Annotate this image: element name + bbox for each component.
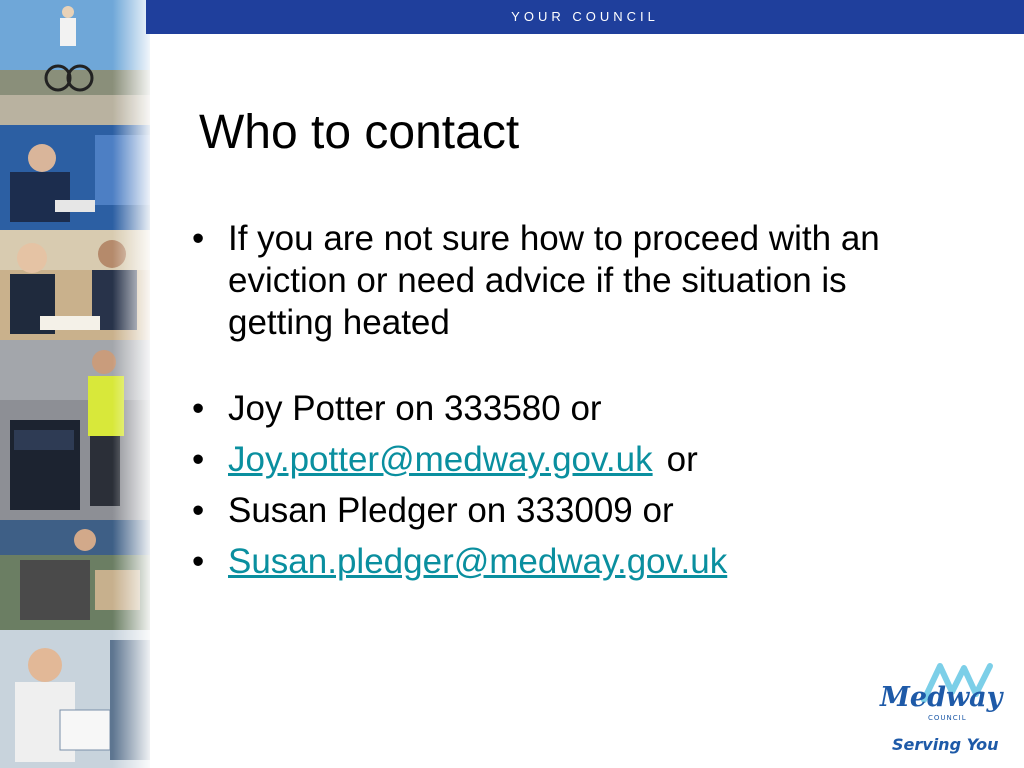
bullet-dot: •: [192, 542, 205, 581]
bullet-text: Susan Pledger on 333009 or: [228, 491, 674, 530]
bullet-dot: •: [192, 491, 205, 530]
bullet-dot: •: [192, 219, 205, 258]
photo-strip: [0, 0, 150, 768]
logo-tagline: Serving You: [892, 735, 999, 754]
bullet-suffix: or: [666, 440, 698, 479]
banner-text: YOUR COUNCIL: [511, 9, 659, 24]
slide-content: [190, 218, 910, 592]
slide-title: Who to contact: [199, 106, 520, 159]
logo-name: Medway: [880, 682, 1003, 713]
bullet-contact-susan-email: [190, 541, 910, 583]
bullet-contact-susan-phone: [190, 490, 910, 532]
bullet-intro: [190, 218, 910, 344]
joy-email-link[interactable]: Joy.potter@medway.gov.uk: [228, 440, 653, 479]
top-banner: [146, 0, 1024, 34]
bullet-dot: •: [192, 440, 205, 479]
bullet-text: Joy Potter on 333580 or: [228, 389, 602, 428]
susan-email-link[interactable]: Susan.pledger@medway.gov.uk: [228, 542, 728, 581]
photo-collage: [0, 0, 150, 768]
bullet-dot: •: [192, 389, 205, 428]
bullet-text: If you are not sure how to proceed with an eviction or need advice if the situation is getting heated: [228, 219, 880, 342]
logo-sub: COUNCIL: [928, 714, 967, 722]
medway-logo-mark: [872, 660, 1017, 760]
bullet-contact-joy-phone: [190, 388, 910, 430]
bullet-contact-joy-email: [190, 439, 910, 481]
medway-logo: [872, 660, 1017, 760]
